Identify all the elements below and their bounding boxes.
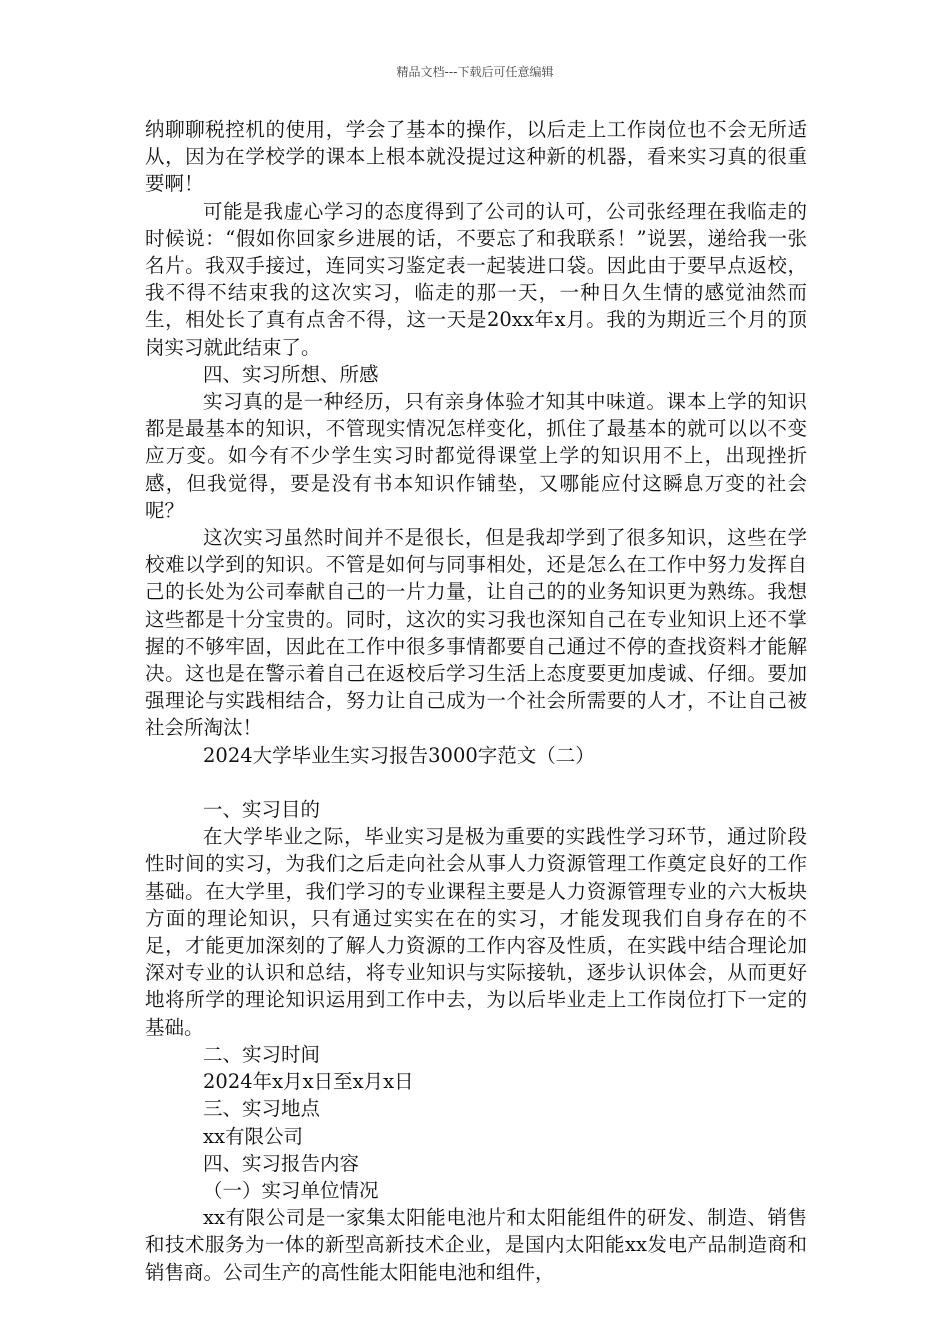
section-heading: 四、实习所想、所感 xyxy=(203,362,379,386)
paragraph: 实习真的是一种经历，只有亲身体验才知其中味道。课本上学的知识都是最基本的知识，不管现实情况怎样变化，抓住了最基本的就可以以不变应万变。如今有不少学生实习时都觉得课堂上学的知识用不上，出现挫折感，但我觉得，要是没有书本知识作铺垫，又哪能应付这瞬息万变的社会呢？ xyxy=(145,390,807,522)
document-body xyxy=(145,116,807,1286)
paragraph: 这次实习虽然时间并不是很长，但是我却学到了很多知识，这些在学校难以学到的知识。不管是如何与同事相处，还是怎么在工作中努力发挥自己的长处为公司奉献自己的一片力量，让自己的的业务知识更为熟练。我想这些都是十分宝贵的。同时，这次的实习我也深知自己在专业知识上还不掌握的不够牢固，因此在工作中很多事情都要自己通过不停的查找资料才能解决。这也是在警示着自己在返校后学习生活上态度要更加虔诚、仔细。要加强理论与实践相结合，努力让自己成为一个社会所需要的人才，不让自己被社会所淘汰！ xyxy=(145,526,807,740)
paragraph: 在大学毕业之际，毕业实习是极为重要的实践性学习环节，通过阶段性时间的实习，为我们之后走向社会从事人力资源管理工作奠定良好的工作基础。在大学里，我们学习的专业课程主要是人力资源管理专业的六大板块方面的理论知识，只有通过实实在在的实习，才能发现我们自身存在的不足，才能更加深刻的了解人力资源的工作内容及性质，在实践中结合理论加深对专业的认识和总结，将专业知识与实际接轨，逐步认识体会，从而更好地将所学的理论知识运用到工作中去，为以后毕业走上工作岗位打下一定的基础。 xyxy=(145,825,807,1039)
paragraph: 纳聊聊税控机的使用，学会了基本的操作，以后走上工作岗位也不会无所适从，因为在学校学的课本上根本就没提过这种新的机器，看来实习真的很重要啊！ xyxy=(145,118,807,196)
document-subtitle: 2024大学毕业生实习报告3000字范文（二） xyxy=(203,743,595,767)
paragraph: 可能是我虚心学习的态度得到了公司的认可，公司张经理在我临走的时候说：“假如你回家乡进展的话，不要忘了和我联系！”说罢，递给我一张名片。我双手接过，连同实习鉴定表一起装进口袋。因此由于要早点返校，我不得不结束我的这次实习，临走的那一天，一种日久生情的感觉油然而生，相处长了真有点舍不得，这一天是20xx年x月。我的为期近三个月的顶岗实习就此结束了。 xyxy=(145,199,807,359)
paragraph: xx有限公司 xyxy=(203,1124,303,1148)
section-heading: 四、实习报告内容 xyxy=(203,1151,360,1175)
blank-line xyxy=(145,769,807,796)
section-heading: 二、实习时间 xyxy=(203,1042,321,1066)
paragraph: 2024年x月x日至x月x日 xyxy=(203,1070,414,1094)
paragraph: xx有限公司是一家集太阳能电池片和太阳能组件的研发、制造、销售和技术服务为一体的新型高新技术企业，是国内太阳能xx发电产品制造商和销售商。公司生产的高性能太阳能电池和组件， xyxy=(145,1206,807,1284)
section-heading: 一、实习目的 xyxy=(203,798,321,822)
page-header: 精品文档---下载后可任意编辑 xyxy=(396,65,554,79)
section-heading: 三、实习地点 xyxy=(203,1097,321,1121)
subsection-heading: （一）实习单位情况 xyxy=(203,1178,379,1202)
